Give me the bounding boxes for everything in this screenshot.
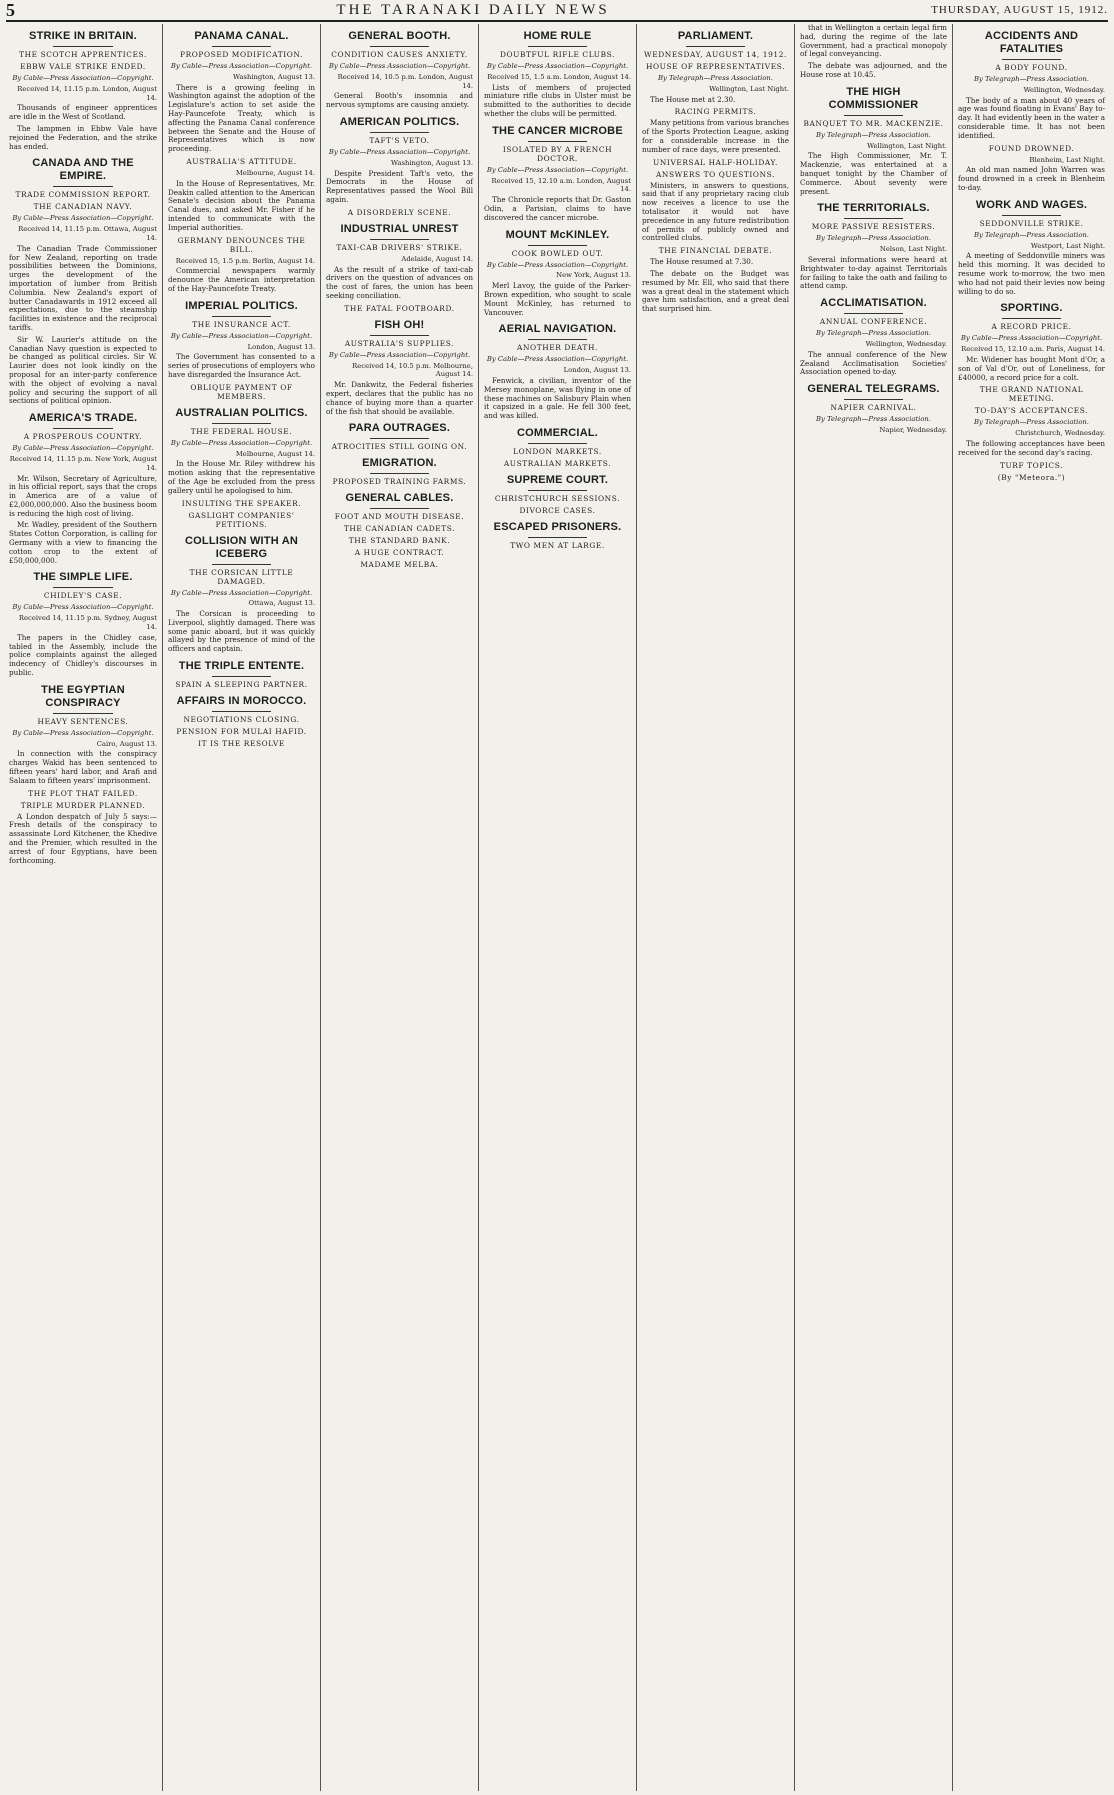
article-dateline: Received 14, 10.5 p.m. London, August 14. [337,72,473,90]
article-subheading: THE GRAND NATIONAL MEETING. [979,385,1084,404]
article-byline: By Telegraph—Press Association. [974,418,1089,427]
headline-rule [212,676,271,677]
article-headline: AMERICAN POLITICS. [339,115,460,128]
article-subheading: A BODY FOUND. [995,63,1068,72]
article-paragraph: The Canadian Trade Commissioner for New Zealand, reporting on trade possibilities between the Dominions, urges the development of the importation of lumber from British Columbia. New Zealand's export of butter Canadawards in 1912 exceed all expectations, due to the steamship facilities in existence and the reciprocal tariffs. [9,243,157,332]
article-subheading: AUSTRALIA'S SUPPLIES. [344,338,455,348]
article-subheading: PROPOSED TRAINING FARMS. [332,477,467,487]
article-paragraph: The Chronicle reports that Dr. Gaston Odin, a Parisian, claims to have discovered the cancer microbe. [484,195,631,222]
article-subheading: TRIPLE MURDER PLANNED. [20,800,146,810]
article-subheading: SPAIN A SLEEPING PARTNER. [175,680,308,690]
headline-rule [1002,59,1061,60]
article-headline: PARLIAMENT. [677,30,754,42]
article-subheading: THE STANDARD BANK. [348,536,451,546]
article-headline: FISH OH! [374,318,425,331]
article-dateline: Received 15, 1.5 a.m. London, August 14. [487,72,631,81]
article-dateline: Wellington, Wednesday. [1023,85,1105,94]
article-byline: By Telegraph—Press Association. [816,415,931,424]
headline-rule [370,473,429,474]
article-subheading: FOUND DROWNED. [988,143,1075,153]
article-byline: By Cable—Press Association—Copyright. [328,147,471,156]
article-dateline: Westport, Last Night. [1030,241,1105,250]
article-byline: By Telegraph—Press Association. [974,75,1089,83]
article-subheading: NEGOTIATIONS CLOSING. [183,715,300,725]
article-byline: By Cable—Press Association—Copyright. [170,438,313,447]
article-subheading: INSULTING THE SPEAKER. [181,498,302,508]
article-paragraph: The debate was adjourned, and the House rose at 10.45. [800,61,947,79]
article-paragraph: Mr. Dankwitz, the Federal fisheries expert, declares that the public has no chance of buying more than a quarter of the fish that should be available. [326,380,473,416]
headline-rule [528,245,587,246]
article-dateline: Received 14, 11.15 p.m. New York, August 14. [9,454,157,472]
article-paragraph: The High Commissioner, Mr. T. Mackenzie, was entertained at a banquet tonight by the Chamber of Commerce. About seventy were present. [800,151,947,196]
newspaper-title: THE TARANAKI DAILY NEWS [336,1,610,18]
headline-rule [370,239,429,240]
article-dateline: Received 14, 11.15 p.m. Sydney, August 14. [18,614,157,632]
article-headline: COMMERCIAL. [516,426,599,439]
article-headline: EMIGRATION. [362,457,437,470]
headline-rule [370,46,429,47]
article-subheading: THE SCOTCH APPRENTICES. [19,50,147,59]
article-dateline: Received 15, 1.5 p.m. Berlin, August 14. [175,256,315,265]
article-subheading: THE FEDERAL HOUSE. [190,426,293,436]
article-subheading: DOUBTFUL RIFLE CLUBS. [499,50,616,59]
article-subheading: AUSTRALIAN MARKETS. [503,458,612,468]
article-dateline: Received 14, 11.15 p.m. Ottawa, August 14. [18,225,157,242]
article-subheading: ANSWERS TO QUESTIONS. [655,169,776,179]
article-subheading: ANOTHER DEATH. [517,343,598,353]
article-subheading: COOK BOWLED OUT. [511,248,604,258]
article-paragraph: A meeting of Seddonville miners was held this morning. It was decided to resume work to-morrow, the two men who had not paid their levies now being willing to do so. [958,251,1105,296]
article-dateline: Cairo, August 13. [96,739,157,748]
headline-rule [53,46,112,47]
article-paragraph: The debate on the Budget was resumed by Mr. Ell, who said that there was a great deal in the statement which gave him satisfaction, and a great deal that surprised him. [642,268,789,314]
headline-rule [528,141,587,142]
article-subheading: A DISORDERLY SCENE. [347,207,452,217]
masthead [6,0,1108,22]
article-subheading: EBBW VALE STRIKE ENDED. [20,62,146,71]
article-paragraph: In connection with the conspiracy charges Wakid has been sentenced to fifteen years' hard labor, and Arafi and Salaam to fifteen years' imprisonment. [9,749,157,785]
column-6 [794,24,952,1791]
article-dateline: Received 15, 12.10 a.m. London, August 14. [491,176,631,194]
article-headline: ACCLIMATISATION. [820,297,927,310]
article-subheading: ANNUAL CONFERENCE. [819,317,928,327]
headline-rule [370,508,429,509]
article-subheading: BANQUET TO MR. MACKENZIE. [803,118,944,128]
article-subheading: TRADE COMMISSION REPORT. [15,190,151,200]
article-headline: HOME RULE [523,30,592,42]
article-paragraph: The Corsican is proceeding to Liverpool, slightly damaged. There was some panic aboard, but it was quickly allayed by the presence of mind of the officers and captain. [168,609,315,654]
headline-rule [53,713,112,714]
article-dateline: Received 15, 12.10 a.m. Paris, August 14. [961,345,1105,354]
article-paragraph: The annual conference of the New Zealand Acclimatisation Societies' Association opened to-day. [800,349,947,377]
article-subheading: THE FINANCIAL DEBATE. [658,246,773,256]
headline-rule [686,46,745,47]
article-headline: ACCIDENTS AND FATALITIES [984,30,1079,55]
article-paragraph: The body of a man about 40 years of age was found floating in Evans' Bay to-day. It had evidently been in the water a considerable time. It has not been identified. [958,95,1105,140]
article-paragraph: Mr. Wilson, Secretary of Agriculture, in his official report, says that the crops in America are of a value of £2,000,000,000. Also the business boom is reducing the high cost of living. [9,473,157,518]
article-headline: CANADA AND THE EMPIRE. [32,157,134,183]
article-byline: By Cable—Press Association—Copyright. [328,62,471,70]
article-headline: THE TERRITORIALS. [817,202,930,215]
article-headline: THE TRIPLE ENTENTE. [178,660,305,673]
article-subheading: GERMANY DENOUNCES THE BILL. [177,235,306,254]
article-subheading: NAPIER CARNIVAL. [830,403,917,413]
article-dateline: Washington, August 13. [391,158,473,167]
article-dateline: Wellington, Last Night. [709,84,789,93]
article-headline: GENERAL TELEGRAMS. [807,383,940,396]
article-subheading: (By "Meteora.") [997,472,1066,482]
article-subheading: MORE PASSIVE RESISTERS. [811,222,936,232]
headline-rule [528,537,587,538]
article-subheading: CONDITION CAUSES ANXIETY. [331,50,468,59]
article-dateline: Blenheim, Last Night. [1029,155,1105,164]
column-2 [162,24,320,1791]
article-paragraph: The papers in the Chidley case, tabled in the Assembly, include the police complaints against the alleged indecency of Chidley's discourses in public. [9,632,157,678]
article-dateline: Received 14, 10.5 p.m. Melbourne, August 14. [352,361,473,379]
article-headline: THE SIMPLE LIFE. [33,571,133,584]
article-subheading: A PROSPEROUS COUNTRY. [23,432,143,442]
article-byline: By Telegraph—Press Association. [816,329,931,338]
article-paragraph: Merl Lavoy, the guide of the Parker-Brown expedition, who sought to scale Mount McKinley, has returned to Vancouver. [484,281,631,317]
article-subheading: THE CORSICAN LITTLE DAMAGED. [189,567,294,586]
article-subheading: SEDDONVILLE STRIKE. [979,218,1084,228]
article-subheading: HOUSE OF REPRESENTATIVES. [645,62,786,71]
article-dateline: Received 14, 11.15 p.m. London, August 14. [17,84,157,102]
article-paragraph: Commercial newspapers warmly denounce the American interpretation of the Hay-Pauncefote Treaty. [168,266,315,293]
article-paragraph: In the House Mr. Riley withdrew his motion asking that the representative of the Age be excluded from the press gallery until he apologised to him. [168,459,315,495]
headline-rule [53,186,112,187]
article-byline: By Cable—Press Association—Copyright. [12,728,154,737]
article-paragraph: Several informations were heard at Brightwater to-day against Territorials for failing to take the oath and failing to attend camp. [800,254,947,291]
article-headline: STRIKE IN BRITAIN. [29,30,137,42]
article-dateline: Christchurch, Wednesday. [1015,429,1105,438]
article-subheading: FOOT AND MOUTH DISEASE. [334,512,465,522]
article-dateline: London, August 13. [563,366,631,375]
article-headline: COLLISION WITH AN ICEBERG [185,534,298,560]
article-dateline: Nelson, Last Night. [879,245,947,254]
article-subheading: IT IS THE RESOLVE [198,739,285,749]
article-byline: By Telegraph—Press Association. [816,130,931,139]
article-headline: AFFAIRS IN MOROCCO. [176,695,307,708]
article-headline: PANAMA CANAL. [194,30,289,42]
article-paragraph: Mr. Wadley, president of the Southern States Cotton Corporation, is calling for Germany with a view to financing the cotton crop to the extent of £50,000,000. [9,520,157,565]
article-dateline: New York, August 13. [556,271,631,280]
article-subheading: TAFT'S VETO. [369,135,430,145]
headline-rule [1002,318,1061,319]
article-subheading: AUSTRALIA'S ATTITUDE. [186,156,297,166]
article-byline: By Cable—Press Association—Copyright. [960,334,1103,343]
article-subheading: HEAVY SENTENCES. [37,716,129,726]
article-subheading: DIVORCE CASES. [519,505,596,515]
article-dateline: Napier, Wednesday. [879,425,947,434]
article-headline: INDUSTRIAL UNREST [340,222,459,235]
article-subheading: GASLIGHT COMPANIES' PETITIONS. [188,510,295,529]
article-byline: By Cable—Press Association—Copyright. [170,331,313,340]
article-subheading: A HUGE CONTRACT. [354,548,445,558]
article-dateline: Washington, August 13. [233,72,315,81]
article-byline: By Cable—Press Association—Copyright. [12,444,154,453]
headline-rule [844,399,903,400]
article-headline: SPORTING. [1000,302,1063,315]
article-subheading: PROPOSED MODIFICATION. [180,50,303,59]
article-paragraph: The Government has consented to a series of prosecutions of employers who have disregarded the Insurance Act. [168,352,315,379]
article-paragraph: Despite President Taft's veto, the Democrats in the House of Representatives passed the Wool Bill again. [326,168,473,204]
article-dateline: Wellington, Wednesday. [865,339,947,348]
article-subheading: WEDNESDAY, AUGUST 14, 1912. [644,50,787,59]
article-paragraph: Lists of members of projected miniature rifle clubs in Ulster must be submitted to the authorities to decide whether the clubs will be permitted. [484,82,631,118]
headline-rule [212,711,271,712]
article-paragraph: Thousands of engineer apprentices are idle in the West of Scotland. [9,103,157,122]
article-dateline: Ottawa, August 13. [248,599,315,608]
headline-rule [212,46,271,47]
article-subheading: MADAME MELBA. [360,560,439,570]
article-headline: MOUNT McKINLEY. [505,228,610,241]
article-headline: SUPREME COURT. [506,473,609,486]
article-subheading: TAXI-CAB DRIVERS' STRIKE. [336,242,463,252]
column-5 [636,24,794,1791]
headline-rule [370,438,429,439]
headline-rule [844,218,903,219]
headline-rule [844,115,903,116]
article-byline: By Telegraph—Press Association. [816,234,931,243]
article-subheading: RACING PERMITS. [674,107,757,117]
column-1 [4,24,162,1791]
article-headline: THE CANCER MICROBE [492,124,623,137]
article-headline: PARA OUTRAGES. [348,422,451,435]
article-headline: ESCAPED PRISONERS. [493,520,622,533]
article-subheading: CHIDLEY'S CASE. [43,591,123,601]
article-dateline: Adelaide, August 14. [401,254,473,263]
article-paragraph: that in Wellington a certain legal firm had, during the regime of the late Government, had a practical monopoly of legal conveyancing. [800,24,947,59]
headline-rule [528,443,587,444]
headline-rule [212,564,271,565]
issue-date: THURSDAY, AUGUST 15, 1912. [931,4,1108,16]
article-byline: By Cable—Press Association—Copyright. [328,350,471,359]
headline-rule [212,316,271,317]
article-paragraph: The House met at 2.30. [650,94,736,104]
article-paragraph: The following acceptances have been received for the second day's racing. [958,438,1105,457]
article-headline: IMPERIAL POLITICS. [185,299,298,312]
article-subheading: THE CANADIAN NAVY. [33,202,133,212]
article-byline: By Cable—Press Association—Copyright. [170,588,313,597]
article-byline: By Telegraph—Press Association. [974,230,1089,239]
article-byline: By Cable—Press Association—Copyright. [486,62,629,70]
article-byline: By Cable—Press Association—Copyright. [486,260,629,269]
article-byline: By Cable—Press Association—Copyright. [170,62,313,70]
article-headline: GENERAL CABLES. [345,492,454,505]
headline-rule [212,423,271,424]
article-paragraph: A London despatch of July 5 says:—Fresh details of the conspiracy to assassinate Lord Kitchener, the Khedive and the Premier, which resulted in the arrest of four Egyptians, have been forthcoming. [9,811,157,865]
article-subheading: THE CANADIAN CADETS. [343,524,456,534]
article-paragraph: An old man named John Warren was found drowned in a creek in Blenheim to-day. [958,165,1105,192]
article-subheading: ISOLATED BY A FRENCH DOCTOR. [502,144,613,163]
article-headline: WORK AND WAGES. [975,198,1088,211]
article-subheading: TURF TOPICS. [999,460,1064,470]
headline-rule [370,335,429,336]
article-headline: THE HIGH COMMISSIONER [828,85,919,111]
article-subheading: THE FATAL FOOTBOARD. [344,303,455,313]
article-subheading: THE INSURANCE ACT. [192,319,291,329]
column-3 [320,24,478,1791]
article-paragraph: As the result of a strike of taxi-cab drivers on the question of advances on the cost of fares, the union has been seeking conciliation. [326,264,473,300]
article-paragraph: Ministers, in answers to questions, said that if any proprietary racing club now receives a licence to use the totalisator it would not have precedence in any future redistribution of permits of publicly owned and controlled clubs. [642,180,789,243]
article-byline: By Cable—Press Association—Copyright. [486,165,629,174]
article-subheading: PENSION FOR MULAI HAFID. [176,727,307,737]
article-paragraph: Mr. Widener has bought Mont d'Or, a son of Val d'Or, out of Loneliness, for £40000, a record price for a colt. [958,354,1105,382]
headline-rule [844,313,903,314]
article-headline: AERIAL NAVIGATION. [498,323,617,336]
article-paragraph: The House resumed at 7.30. [650,257,754,267]
headline-rule [53,587,112,588]
article-byline: By Cable—Press Association—Copyright. [486,355,629,364]
article-byline: By Cable—Press Association—Copyright. [12,74,154,82]
article-subheading: TWO MEN AT LARGE. [510,540,605,550]
article-headline: GENERAL BOOTH. [348,30,451,42]
article-subheading: LONDON MARKETS. [513,446,602,456]
article-headline: AMERICA'S TRADE. [28,412,138,425]
headline-rule [53,428,112,429]
article-dateline: Melbourne, August 14. [235,168,315,177]
article-dateline: London, August 13. [247,342,315,351]
headline-rule [528,490,587,491]
article-paragraph: General Booth's insomnia and nervous symptoms are causing anxiety. [326,91,473,110]
article-subheading: A RECORD PRICE. [991,322,1072,332]
article-headline: THE EGYPTIAN CONSPIRACY [41,683,125,709]
headline-rule [528,339,587,340]
article-subheading: TO-DAY'S ACCEPTANCES. [974,406,1089,416]
headline-rule [1002,215,1061,216]
article-subheading: CHRISTCHURCH SESSIONS. [494,493,621,503]
article-byline: By Cable—Press Association—Copyright. [12,603,154,612]
article-paragraph: The lampmen in Ebbw Vale have rejoined the Federation, and the strike has ended. [9,123,157,151]
article-byline: By Cable—Press Association—Copyright. [12,214,154,223]
article-dateline: Wellington, Last Night. [867,141,947,150]
article-paragraph: In the House of Representatives, Mr. Deakin called attention to the American Senate's decision about the Panama Canal dues, and asked Mr. Fisher if he intended to communicate with the Imperial authorities. [168,178,315,232]
article-paragraph: Many petitions from various branches of the Sports Protection League, asking for a considerable increase in the number of race days, were presented. [642,118,789,154]
article-subheading: UNIVERSAL HALF-HOLIDAY. [653,157,778,167]
article-paragraph: Fenwick, a civilian, inventor of the Mersey monoplane, was flying in one of these machines on Salisbury Plain when it capsized in a gale. He fell 300 feet, and was killed. [484,375,631,421]
article-subheading: OBLIQUE PAYMENT OF MEMBERS. [190,382,293,401]
article-paragraph: Sir W. Laurier's attitude on the Canadian Navy question is expected to be changed as political circles. Sir W. Laurier does not look kindly on the proposal for an inter-party conference with the object of evolving a naval policy and securing the support of all sections of political opinion. [9,334,157,406]
article-headline: AUSTRALIAN POLITICS. [175,406,308,419]
page-number: 5 [6,0,15,20]
columns-container [4,24,1110,1791]
article-paragraph: There is a growing feeling in Washington against the adoption of the Legislature's action to set aside the Hay-Pauncefote Treaty, which is affecting the Panama Canal conference between the Senate and the House of Representatives which is now proceeding. [168,82,315,154]
article-dateline: Melbourne, August 14. [235,449,315,458]
column-4 [478,24,636,1791]
headline-rule [370,132,429,133]
column-7 [952,24,1110,1791]
article-byline: By Telegraph—Press Association. [658,74,773,82]
article-subheading: THE PLOT THAT FAILED. [28,788,138,798]
headline-rule [528,46,587,47]
article-subheading: ATROCITIES STILL GOING ON. [331,442,468,452]
